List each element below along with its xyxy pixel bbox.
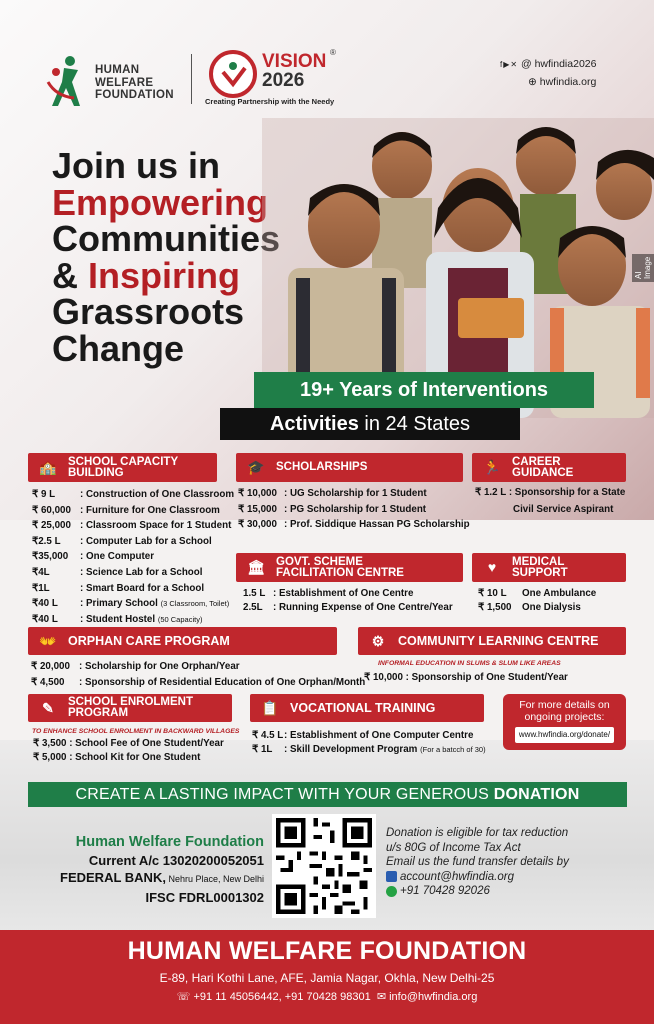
item-amount: ₹ 4,500 [31,676,65,688]
donation-phone[interactable] [386,884,569,899]
career-icon: 🏃 [483,459,501,475]
footer-title: HUMAN WELFARE FOUNDATION [127,937,527,965]
item-amount: ₹ 4.5 L [252,730,284,741]
item-desc: : Smart Board for a School [80,582,205,594]
list-item [238,486,470,502]
logo-line-3: FOUNDATION [95,89,174,101]
career-title-1: CAREER [512,455,561,468]
social-icons: f▶✕ [500,60,519,69]
activities-bold: Activities [269,413,359,435]
header-divider [191,54,192,104]
item-desc: : Sponsorship of Residential Education of One Orphan/Month [79,676,366,688]
list-item [32,549,234,565]
scholarships-list [238,486,470,533]
medical-list [478,587,596,615]
orphan-list [31,659,365,690]
enrolment-icon: ✎ [42,699,54,716]
footer [0,930,654,1024]
orphan-care-header [28,627,337,655]
bank-ifsc: IFSC FDRL0001302 [145,889,264,905]
item-amount: ₹ 20,000 [31,661,70,672]
list-item: Civil Service Aspirant [513,503,614,515]
item-note: (50 Capacity) [157,614,203,624]
tax-line-3: Email us the fund transfer details by [386,856,569,868]
list-item [478,587,596,601]
bank-org-name: Human Welfare Foundation [75,834,264,850]
item-amount: ₹35,000 [32,551,69,563]
item-amount: ₹1L [32,582,50,594]
item-amount: 1.5 L [243,588,266,599]
community-title: COMMUNITY LEARNING CENTRE [398,633,599,648]
community-subtitle: INFORMAL EDUCATION IN SLUMS & SLUM LIKE AREAS [378,660,561,667]
orphan-title: ORPHAN CARE PROGRAM [68,633,230,648]
enrolment-title-2: PROGRAM [68,707,129,719]
item-amount: ₹ 1,500 [478,602,512,613]
headline-amp: & [52,254,88,296]
bank-details [54,834,264,906]
item-desc: : Computer Lab for a School [80,535,212,547]
medical-hand-icon: ♥ [487,559,497,575]
item-amount: ₹4L [32,566,50,578]
globe-icon: ⊕ [528,76,537,88]
list-item [32,596,234,612]
headline-line-6: Change [52,327,185,369]
medical-support-header [472,553,626,582]
social-handle-text: @ hwfindia2026 [521,58,597,70]
item-amount: ₹ 9 L [32,489,56,500]
social-handle[interactable] [500,58,596,70]
orphan-hand-icon: 👐 [39,632,57,649]
item-desc: : Establishment of One Centre [273,588,414,599]
medical-title-1: MEDICAL [512,555,565,568]
item-amount: ₹ 10 L [478,588,507,599]
activities-rest: in 24 States [358,413,471,435]
career-guidance-title [512,457,573,479]
scholarships-title: SCHOLARSHIPS [276,461,368,473]
item-desc: : Prof. Siddique Hassan PG Scholarship [284,519,470,531]
bank-account: Current A/c 13020200052051 [88,852,264,868]
vision-title [262,52,326,90]
tax-info [386,826,569,899]
item-amount: ₹40 L [32,613,58,625]
community-learning-header [358,627,626,655]
tax-line-2: u/s 80G of Income Tax Act [386,841,521,854]
item-desc: : Skill Development Program [284,743,418,755]
item-desc: : Running Expense of One Centre/Year [273,602,453,613]
donation-phone-text: +91 70428 92026 [400,885,490,897]
item-amount: ₹2.5 L [32,535,61,547]
headline-line-1: Join us in [52,145,221,186]
item-desc: : UG Scholarship for 1 Student [284,488,427,499]
vocational-title: VOCATIONAL TRAINING [290,700,436,715]
item-desc: : Science Lab for a School [80,566,203,578]
item-desc: : Construction of One Classroom [80,489,235,500]
website-text: hwfindia.org [539,76,597,88]
donation-email[interactable] [386,870,569,885]
school-enrolment-header [28,694,232,722]
logo-line-2: WELFARE [95,76,154,89]
more-details-line-2: ongoing projects: [524,711,605,723]
whatsapp-icon [386,886,397,897]
cta-bold: DONATION [493,786,580,803]
scholarships-header [236,453,463,482]
cta-text: CREATE A LASTING IMPACT WITH YOUR GENEROUS [75,786,494,803]
ai-image-tag: AI Image [632,254,654,282]
govt-scheme-list [243,587,453,615]
list-item [252,729,486,743]
list-item [243,601,453,615]
govt-scheme-header [236,553,463,582]
item-amount: ₹ 10,000 [238,488,277,499]
hwf-logo-icon [44,52,90,108]
item-amount: ₹ 30,000 [238,519,277,531]
vision-tagline: Creating Partnership with the Needy [205,97,335,106]
govt-title-1: GOVT. SCHEME [276,555,363,568]
school-capacity-title [68,457,178,479]
item-desc: : Furniture for One Classroom [80,504,220,516]
item-desc: : One Computer [80,551,155,563]
email-icon: ✉ [376,991,387,1003]
more-details-box [503,694,626,750]
community-icon: ⚙ [371,632,385,649]
vocational-icon: 📋 [261,699,279,716]
footer-address: E-89, Hari Kothi Lane, AFE, Jamia Nagar, Okhla, New Delhi-25 [159,971,495,985]
list-item [31,675,365,691]
bank-name: FEDERAL BANK, [60,870,166,885]
item-desc: : Scholarship for One Orphan/Year [79,661,240,672]
item-amount: ₹40 L [32,598,58,610]
medical-title-2: SUPPORT [512,566,568,579]
medical-title [512,557,568,579]
list-item [252,743,486,757]
activities-banner [220,408,520,440]
item-note: (For a batcch of 30) [420,744,486,754]
footer-email[interactable]: info@hwfindia.org [389,991,478,1003]
more-details-line-1: For more details on [519,699,610,711]
list-item [32,565,234,581]
vision-year: 2026 [262,70,305,91]
vocational-training-header [250,694,484,722]
list-item [32,503,234,519]
school-capacity-title-2: BUILDING [68,466,124,479]
list-item [238,517,470,533]
vision-logo-icon [209,50,257,98]
donate-link[interactable]: www.hwfindia.org/donate/ [515,727,614,743]
enrolment-list [33,737,224,765]
school-icon: 🏫 [39,459,57,475]
list-item [243,587,453,601]
list-item [478,601,596,615]
enrolment-title [68,697,193,719]
list-item [32,534,234,550]
bank-branch: Nehru Place, New Delhi [165,874,264,884]
vision-word: VISION [262,51,327,72]
school-capacity-list [32,487,234,627]
govt-scheme-title [276,557,404,579]
list-item: ₹ 10,000 : Sponsorship of One Student/Year [364,672,568,683]
item-amount: ₹ 1L [252,743,273,755]
community-list [364,670,568,686]
donation-email-text: account@hwfindia.org [400,870,514,883]
item-desc: : Classroom Space for 1 Student [80,520,232,532]
career-guidance-header [472,453,626,482]
item-desc: : Student Hostel [80,613,156,625]
headline-line-4: Inspiring [88,254,240,296]
item-desc: One Dialysis [522,602,581,613]
headline [52,145,281,369]
item-amount: 2.5L [243,602,263,613]
graduate-icon: 🎓 [247,459,265,475]
list-item [32,581,234,597]
list-item: ₹ 5,000 : School Kit for One Student [33,752,201,763]
temple-icon: 🏛 [247,559,265,575]
item-desc: : PG Scholarship for 1 Student [284,503,427,515]
school-capacity-header [28,453,217,482]
tax-line-1: Donation is eligible for tax reduction [386,827,569,839]
career-title-2: GUIDANCE [512,466,574,479]
vision-registered: ® [330,48,336,57]
item-desc: : Primary School [80,598,158,610]
phone-icon: ☏ [176,991,191,1003]
item-desc: : Establishment of One Computer Centre [284,730,474,741]
footer-phones[interactable]: +91 11 45056442, +91 70428 98301 [193,991,371,1003]
enrolment-title-1: SCHOOL ENROLMENT [68,696,194,708]
donation-cta-banner [28,782,627,807]
govt-title-2: FACILITATION CENTRE [276,566,404,579]
headline-line-3: Communities [52,218,281,259]
list-item [32,518,234,534]
headline-line-5: Grassroots [52,291,245,332]
logo-line-1: HUMAN [95,64,140,76]
footer-contact [0,990,654,1003]
hwf-logo-text [95,64,174,102]
school-capacity-title-1: SCHOOL CAPACITY [68,455,179,468]
list-item [32,487,234,503]
list-item [32,612,234,628]
years-banner: 19+ Years of Interventions [254,372,594,408]
item-amount: ₹ 25,000 [32,520,71,532]
website-link[interactable] [528,76,596,88]
enrolment-subtitle: TO ENHANCE SCHOOL ENROLMENT IN BACKWARD VILLAGES [32,728,240,735]
list-item: ₹ 3,500 : School Fee of One Student/Year [33,738,224,749]
list-item [238,502,470,518]
list-item [31,659,365,675]
item-amount: ₹ 15,000 [238,503,277,515]
career-list [475,485,625,518]
qr-code[interactable] [272,814,376,918]
vocational-list [252,729,486,756]
item-desc: One Ambulance [522,588,597,599]
list-item: ₹ 1.2 L : Sponsorship for a State [475,487,626,498]
item-note: (3 Classroom, Toilet) [160,599,230,609]
headline-line-2: Empowering [52,181,269,223]
email-icon [386,871,397,882]
item-amount: ₹ 60,000 [32,504,71,516]
